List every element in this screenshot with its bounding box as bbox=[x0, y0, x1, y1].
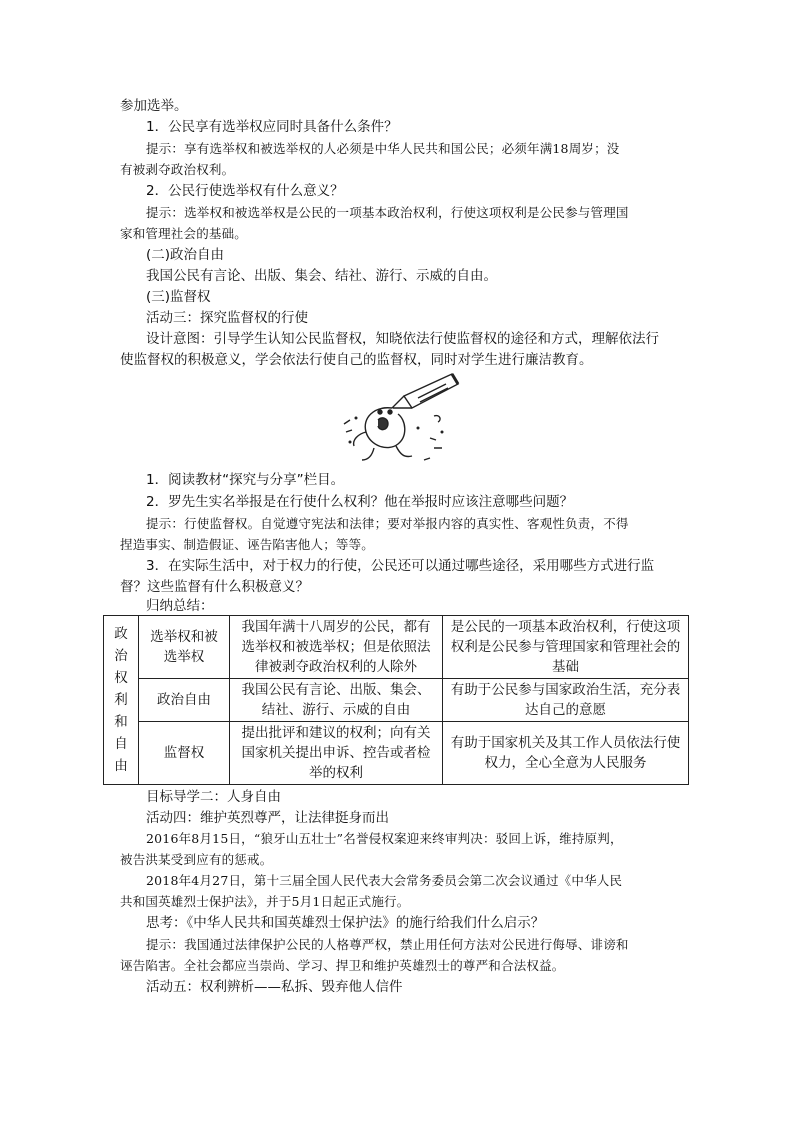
design-intent-line-1: 设计意图：引导学生认知公民监督权，知晓依法行使监督权的途径和方式，理解依法行 bbox=[146, 331, 659, 347]
side-label-cell bbox=[104, 616, 139, 785]
side-label-char: 治 bbox=[114, 648, 128, 664]
design-intent-line-2: 使监督权的积极意义，学会依法行使自己的监督权，同时对学生进行廉洁教育。 bbox=[120, 352, 593, 368]
activity-3-title: 活动三：探究监督权的行使 bbox=[146, 310, 308, 326]
section-heading-supervision: (三)监督权 bbox=[146, 289, 211, 305]
activity-4-title: 活动四：维护英烈尊严，让法律挺身而出 bbox=[146, 810, 389, 826]
right-condition-cell: 提出批评和建议的权利；向有关国家机关提出申诉、控告或者检举的权利 bbox=[230, 722, 443, 785]
hint-2-line-1: 提示：选举权和被选举权是公民的一项基本政治权利，行使这项权利是公民参与管理国 bbox=[146, 205, 629, 220]
right-condition-cell: 我国公民有言论、出版、集会、结社、游行、示威的自由 bbox=[230, 679, 443, 722]
hint-3-line-2: 捏造事实、制造假证、诬告陷害他人；等等。 bbox=[120, 537, 375, 552]
hint-4-line-2: 诬告陷害。全社会都应当崇尚、学习、捍卫和维护英雄烈士的尊严和合法权益。 bbox=[120, 958, 565, 973]
right-meaning-cell: 有助于公民参与国家政治生活，充分表达自己的意愿 bbox=[443, 679, 689, 722]
summary-label: 归纳总结： bbox=[146, 598, 214, 614]
question-2: 2．公民行使选举权有什么意义？ bbox=[146, 183, 344, 199]
hint-1-line-2: 有被剥夺政治权利。 bbox=[120, 162, 235, 177]
case-2-line-1: 2018年4月27日，第十三届全国人民代表大会常务委员会第二次会议通过《中华人民 bbox=[146, 873, 623, 888]
hint-4-line-1: 提示：我国通过法律保护公民的人格尊严权，禁止用任何方法对公民进行侮辱、诽谤和 bbox=[146, 937, 629, 952]
side-label-char: 权 bbox=[114, 670, 128, 686]
summary-table bbox=[103, 615, 689, 785]
text-line: 参加选举。 bbox=[120, 98, 188, 114]
right-condition-cell: 我国年满十八周岁的公民，都有选举权和被选举权；但是依照法律被剥夺政治权利的人除外 bbox=[230, 616, 443, 679]
text-line: 我国公民有言论、出版、集会、结社、游行、示威的自由。 bbox=[146, 268, 497, 284]
task-3-line-2: 督？这些监督有什么积极意义？ bbox=[120, 579, 309, 595]
task-3-line-1: 3．在实际生活中，对于权力的行使，公民还可以通过哪些途径，采用哪些方式进行监 bbox=[146, 558, 655, 574]
activity-5-title: 活动五：权利辨析——私拆、毁弃他人信件 bbox=[146, 979, 403, 995]
section-heading-political-freedom: (二)政治自由 bbox=[146, 247, 225, 263]
right-name-cell: 监督权 bbox=[139, 722, 230, 785]
side-label-char: 和 bbox=[114, 714, 128, 730]
right-name-cell: 选举权和被选举权 bbox=[139, 616, 230, 679]
side-label-char: 自 bbox=[114, 736, 128, 752]
hint-3-line-1: 提示：行使监督权。自觉遵守宪法和法律；要对举报内容的真实性、客观性负责，不得 bbox=[146, 516, 629, 531]
goal-2-heading: 目标导学二：人身自由 bbox=[146, 789, 281, 805]
right-meaning-cell: 有助于国家机关及其工作人员依法行使权力，全心全意为人民服务 bbox=[443, 722, 689, 785]
right-name-cell: 政治自由 bbox=[139, 679, 230, 722]
case-1-line-1: 2016年8月15日，“狼牙山五壮士”名誉侵权案迎来终审判决：驳回上诉，维持原判， bbox=[146, 831, 623, 846]
think-question: 思考：《中华人民共和国英雄烈士保护法》的施行给我们什么启示？ bbox=[146, 915, 545, 931]
task-1: 1．阅读教材“探究与分享”栏目。 bbox=[146, 472, 345, 488]
hint-2-line-2: 家和管理社会的基础。 bbox=[120, 226, 248, 241]
pen-cartoon-illustration bbox=[334, 368, 468, 468]
right-meaning-cell: 是公民的一项基本政治权利，行使这项权利是公民参与管理国家和管理社会的基础 bbox=[443, 616, 689, 679]
table-row bbox=[104, 679, 689, 722]
side-label-char: 政 bbox=[114, 626, 128, 642]
table-row bbox=[104, 722, 689, 785]
case-2-line-2: 共和国英雄烈士保护法》，并于5月1日起正式施行。 bbox=[120, 894, 410, 909]
side-label-char: 利 bbox=[114, 692, 128, 708]
table-row bbox=[104, 616, 689, 679]
question-1: 1．公民享有选举权应同时具备什么条件？ bbox=[146, 119, 398, 135]
case-1-line-2: 被告洪某受到应有的惩戒。 bbox=[120, 852, 273, 867]
task-2: 2．罗先生实名举报是在行使什么权利？他在举报时应该注意哪些问题？ bbox=[146, 494, 574, 510]
hint-1-line-1: 提示：享有选举权和被选举权的人必须是中华人民共和国公民；必须年满18周岁；没 bbox=[146, 141, 620, 156]
side-label-char: 由 bbox=[114, 758, 128, 774]
